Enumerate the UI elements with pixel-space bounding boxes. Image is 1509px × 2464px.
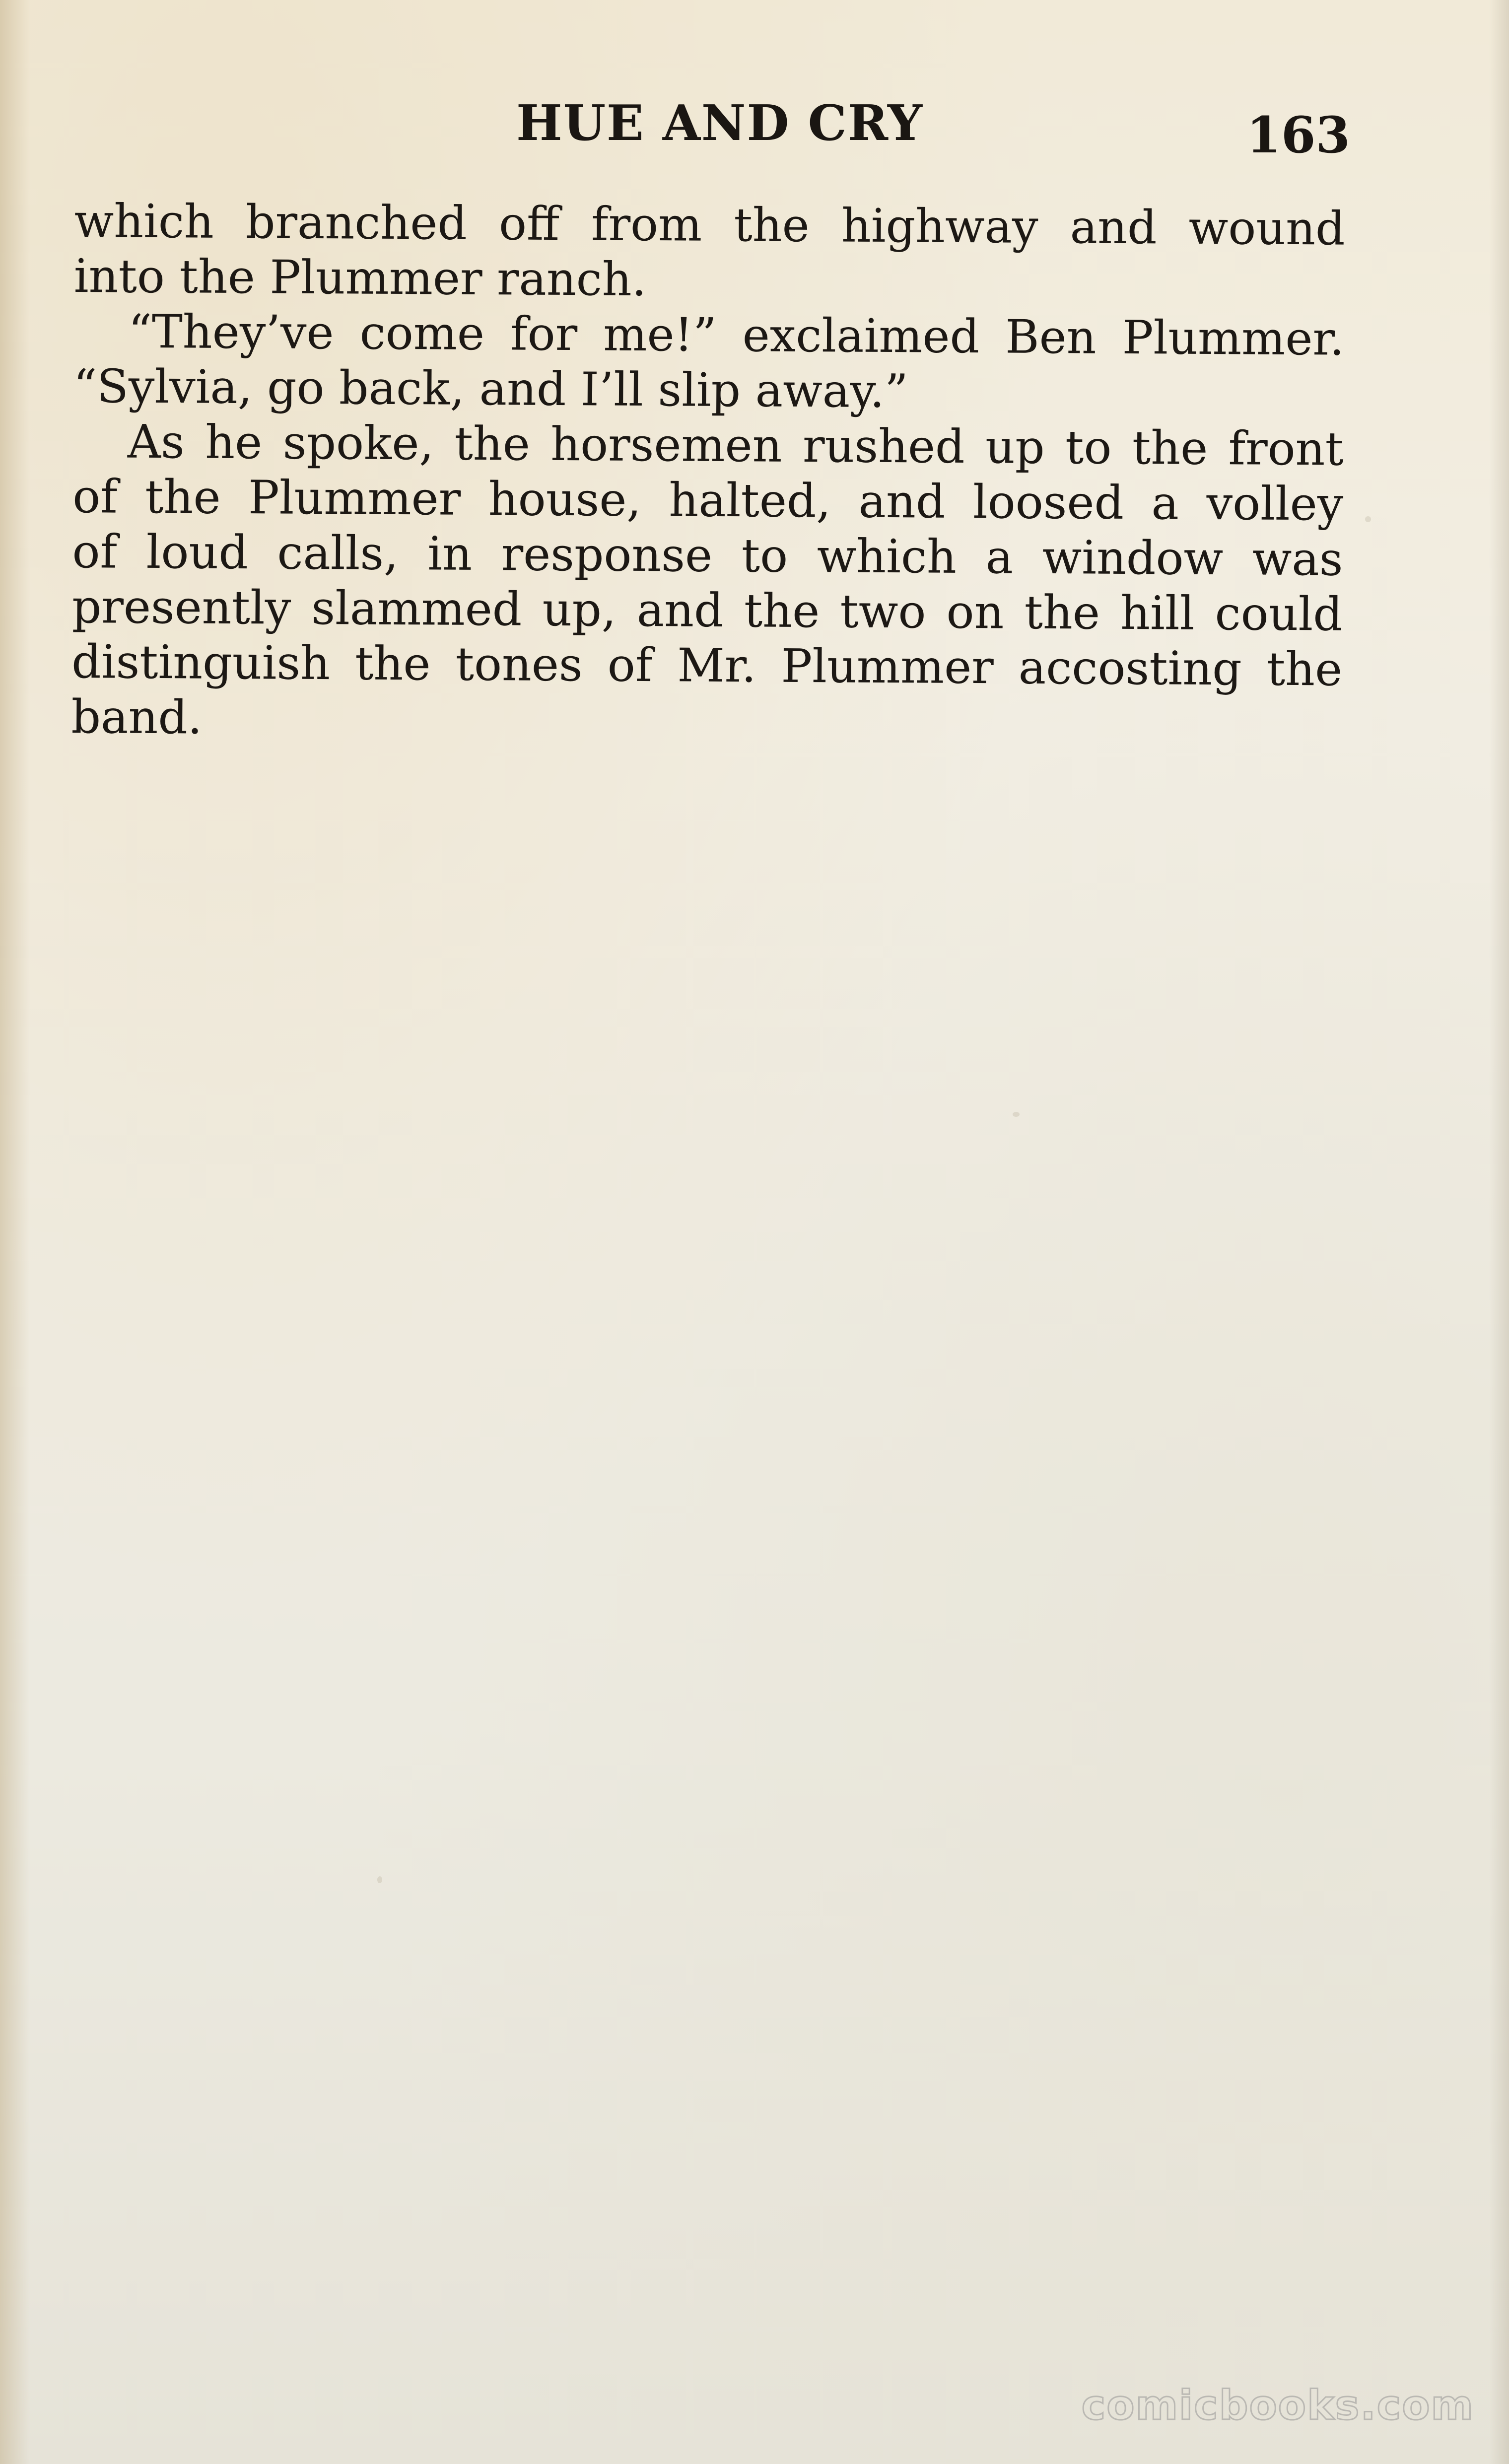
paragraph-2 bbox=[73, 304, 1344, 422]
paper-speck bbox=[1365, 516, 1371, 522]
paper-speck bbox=[1013, 1112, 1020, 1117]
text-line: As he spoke, the horsemen rushed up to the front bbox=[127, 414, 1344, 476]
page-number: 163 bbox=[1246, 106, 1350, 164]
paragraph-1 bbox=[74, 194, 1345, 312]
page-edge-right bbox=[1489, 0, 1509, 2464]
page-edge-left bbox=[0, 0, 30, 2464]
text-line: which branched off from the highway and wound bbox=[74, 194, 1345, 256]
text-line: of the Plummer house, halted, and loosed a volley bbox=[72, 469, 1344, 531]
text-line: band. bbox=[71, 689, 203, 745]
paragraph-3 bbox=[71, 414, 1344, 753]
text-line: “Sylvia, go back, and I’ll slip away.” bbox=[73, 359, 908, 418]
running-head: HUE AND CRY bbox=[516, 95, 923, 152]
text-line: of loud calls, in response to which a window was bbox=[72, 524, 1343, 586]
body-text bbox=[71, 194, 1345, 753]
text-line: into the Plummer ranch. bbox=[73, 249, 647, 307]
text-line: distinguish the tones of Mr. Plummer accosting the bbox=[71, 634, 1343, 696]
text-line: “They’ve come for me!” exclaimed Ben Plummer. bbox=[128, 304, 1345, 366]
watermark-text: comicbooks.com bbox=[1081, 2382, 1474, 2429]
text-line: presently slammed up, and the two on the hill could bbox=[71, 579, 1343, 641]
paper-speck bbox=[377, 1876, 382, 1883]
